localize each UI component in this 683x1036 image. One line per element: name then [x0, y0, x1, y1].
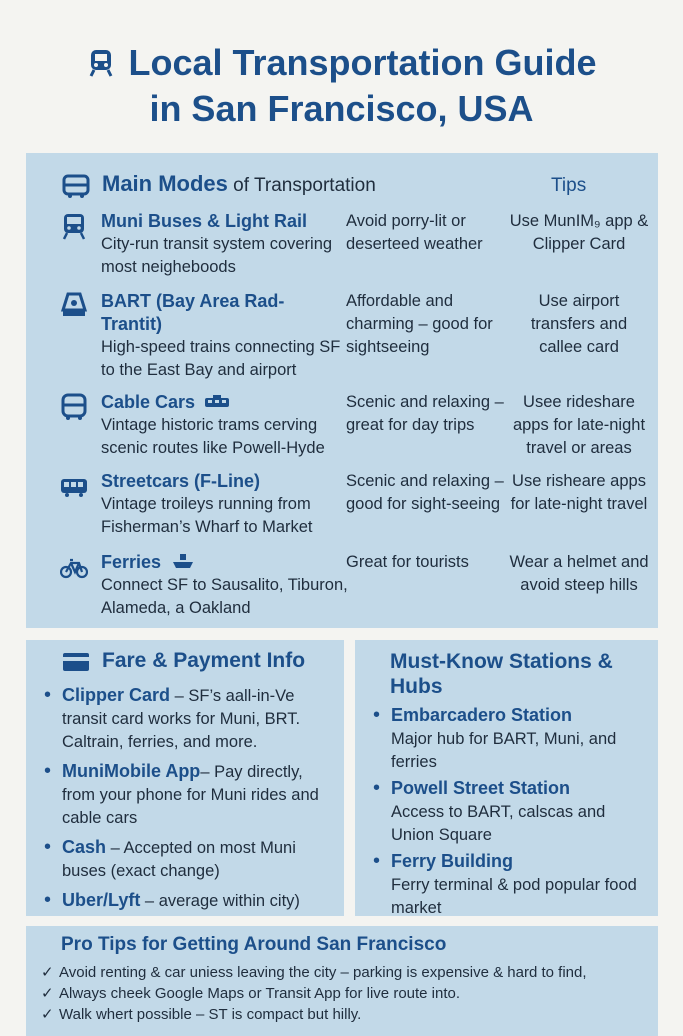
tip-text: Avoid renting & car uniess leaving the city – parking is expensive & hard to find, [59, 964, 587, 981]
train-front-icon [60, 292, 88, 320]
item-title: Cash [62, 837, 107, 857]
tip-text: Walk whert possible – ST is compact but hilly. [59, 1006, 362, 1023]
mode-name-text: Cable Cars [101, 392, 196, 412]
ferry-icon [172, 552, 194, 570]
item-title: Ferry Building [391, 851, 514, 871]
mode-note: Affordable and charming – good for sightseeing [346, 292, 493, 356]
mode-desc: High-speed trains connecting SF to the East Bay and airport [101, 338, 341, 379]
main-modes-header-bold: Main Modes [102, 171, 228, 196]
item-title: MuniMobile App [62, 761, 201, 781]
list-item [41, 983, 651, 1004]
list-item: • Powell Street Station Access to BART, calscas and Union Square [373, 777, 606, 844]
tips-header: Tips [551, 175, 587, 196]
streetcar-icon [60, 472, 88, 500]
list-item [41, 962, 651, 983]
check-icon: ✓ [41, 985, 54, 1002]
item-title: Uber/Lyft [62, 890, 141, 910]
mode-desc: Connect SF to Sausalito, Tiburon, Alameda, a Oakland [101, 576, 348, 617]
list-item: • Clipper Card – SF’s aall-in-Ve transit card works for Muni, BRT. Caltrain, ferries, and more. [44, 684, 301, 751]
fare-panel [26, 640, 344, 916]
pro-tips-list [41, 962, 651, 1025]
bicycle-icon [60, 553, 88, 581]
title-line-2: in San Francisco, USA [149, 88, 534, 129]
main-modes-header-rest: of Transportation [227, 175, 376, 196]
mode-tip: Usee rideshare apps for late-night travel or areas [512, 393, 646, 457]
list-item: • Embarcadero Station Major hub for BART, Muni, and ferries [373, 704, 617, 771]
list-item [41, 1004, 651, 1025]
title-line-1: Local Transportation Guide [128, 42, 597, 83]
list-item: • Ferry Building Ferry terminal & pod popular food market [373, 850, 637, 917]
main-modes-panel [26, 153, 658, 628]
stations-panel [355, 640, 658, 916]
item-text: – SF’s aall-in-Ve transit card works for Muni, BRT. Caltrain, ferries, and more. [62, 687, 301, 751]
cable-car-icon [204, 394, 230, 410]
credit-card-icon [62, 652, 90, 672]
main-modes-header [102, 171, 376, 197]
mode-tip: Use airport transfers and callee card [530, 292, 628, 356]
item-text: Major hub for BART, Muni, and ferries [391, 730, 617, 771]
pro-tips-panel [26, 926, 658, 1036]
bus-icon [62, 173, 90, 199]
item-title: Clipper Card [62, 685, 171, 705]
item-text: – Accepted on most Muni buses (exact change) [62, 839, 296, 880]
page-title [0, 40, 683, 132]
mode-note: Great for tourists [346, 553, 469, 571]
list-item: • MuniMobile App– Pay directly, from your phone for Muni rides and cable cars [44, 760, 319, 827]
tram-icon [60, 212, 88, 240]
train-icon [86, 48, 116, 78]
mode-note: Scenic and relaxing –good for sight-seeing [346, 472, 504, 513]
list-item: • Uber/Lyft – average within city) [44, 889, 300, 911]
mode-name: Muni Buses & Light Rail [101, 211, 308, 231]
mode-name: BART (Bay Area Rad-Trantit) [101, 291, 285, 334]
mode-tip: Use MunIM₉ app & Clipper Card [509, 212, 649, 253]
fare-list [42, 684, 338, 919]
mode-note: Scenic and relaxing – great for day trips [346, 393, 504, 434]
mode-tip: Wear a helmet and avoid steep hills [509, 553, 649, 594]
fare-header: Fare & Payment Info [102, 649, 306, 672]
item-title: Powell Street Station [391, 778, 571, 798]
mode-name-text: Ferries [101, 552, 162, 572]
pro-tips-header: Pro Tips for Getting Around San Francisco [61, 934, 447, 955]
mode-name [101, 551, 341, 574]
mode-desc: Vintage troileys running from Fisherman’s Wharf to Market [101, 495, 313, 536]
item-text: – Pay directly, from your phone for Muni rides and cable cars [62, 763, 319, 827]
list-item: • Cash – Accepted on most Muni buses (exact change) [44, 836, 296, 880]
tip-text: Always cheek Google Maps or Transit App for live route into. [59, 985, 461, 1002]
mode-note: Avoid porry-lit or deserteed weather [346, 212, 483, 253]
mode-name [101, 391, 341, 414]
mode-desc: Vintage historic trams cerving scenic routes like Powell-Hyde [101, 416, 325, 457]
bus-front-icon [60, 393, 88, 421]
stations-header: Must-Know Stations & Hubs [390, 650, 613, 698]
item-text: Access to BART, calscas and Union Square [391, 803, 606, 844]
mode-name: Streetcars (F-Line) [101, 471, 261, 491]
item-text: – average within city) [140, 892, 300, 910]
check-icon: ✓ [41, 1006, 54, 1023]
stations-list [371, 704, 651, 923]
item-title: Embarcadero Station [391, 705, 573, 725]
mode-desc: City-run transit system covering most neigheboods [101, 235, 333, 276]
mode-tip: Use risheare apps for late-night travel [510, 472, 648, 513]
item-text: Ferry terminal & pod popular food market [391, 876, 637, 917]
check-icon: ✓ [41, 964, 54, 981]
